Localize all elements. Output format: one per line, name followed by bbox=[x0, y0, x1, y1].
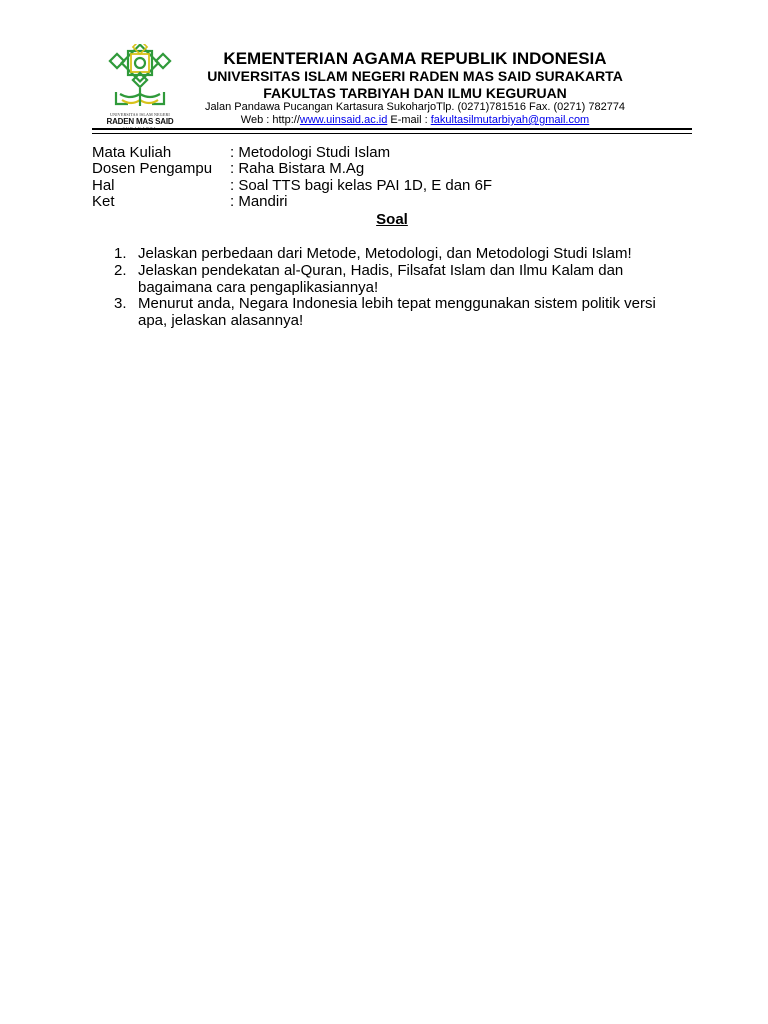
meta-label: Ket bbox=[92, 193, 115, 210]
meta-value: : Raha Bistara M.Ag bbox=[230, 160, 365, 177]
email-label: E-mail : bbox=[387, 114, 431, 126]
logo-university-text: UNIVERSITAS ISLAM NEGERI bbox=[110, 112, 170, 117]
contact-line bbox=[185, 114, 645, 126]
question-number: 1. bbox=[114, 245, 127, 262]
question-number: 2. bbox=[114, 262, 127, 279]
meta-value: : Soal TTS bagi kelas PAI 1D, E dan 6F bbox=[230, 177, 493, 194]
web-prefix: Web : http:// bbox=[240, 114, 300, 126]
university-logo bbox=[98, 44, 182, 130]
ministry-title: KEMENTERIAN AGAMA REPUBLIK INDONESIA bbox=[223, 49, 607, 68]
meta-value: : Mandiri bbox=[230, 193, 288, 210]
logo-name-text: RADEN MAS SAID bbox=[106, 117, 174, 126]
question-text: Jelaskan pendekatan al-Quran, Hadis, Filsafat Islam dan Ilmu Kalam dan bagaimana cara pengaplikasiannya! bbox=[138, 262, 624, 296]
meta-label: Hal bbox=[92, 177, 115, 194]
email-link[interactable]: fakultasilmutarbiyah@gmail.com bbox=[430, 114, 590, 126]
meta-value: : Metodologi Studi Islam bbox=[230, 144, 391, 161]
section-title: Soal bbox=[376, 211, 408, 228]
header-divider-thin bbox=[92, 133, 692, 134]
faculty-title: FAKULTAS TARBIYAH DAN ILMU KEGURUAN bbox=[263, 85, 567, 101]
address-line: Jalan Pandawa Pucangan Kartasura SukoharjoTlp. (0271)781516 Fax. (0271) 782774 bbox=[204, 101, 626, 113]
meta-label: Mata Kuliah bbox=[92, 144, 172, 161]
university-title: UNIVERSITAS ISLAM NEGERI RADEN MAS SAID SURAKARTA bbox=[207, 68, 623, 84]
question-number: 3. bbox=[114, 295, 127, 312]
logo-emblem-icon bbox=[98, 44, 182, 112]
meta-label: Dosen Pengampu bbox=[92, 160, 213, 177]
question-text: Menurut anda, Negara Indonesia lebih tepat menggunakan sistem politik versi apa, jelaskan alasannya! bbox=[138, 295, 656, 329]
header-divider-thick bbox=[92, 128, 692, 130]
question-text: Jelaskan perbedaan dari Metode, Metodologi, dan Metodologi Studi Islam! bbox=[138, 245, 632, 262]
website-link[interactable]: www.uinsaid.ac.id bbox=[299, 114, 388, 126]
